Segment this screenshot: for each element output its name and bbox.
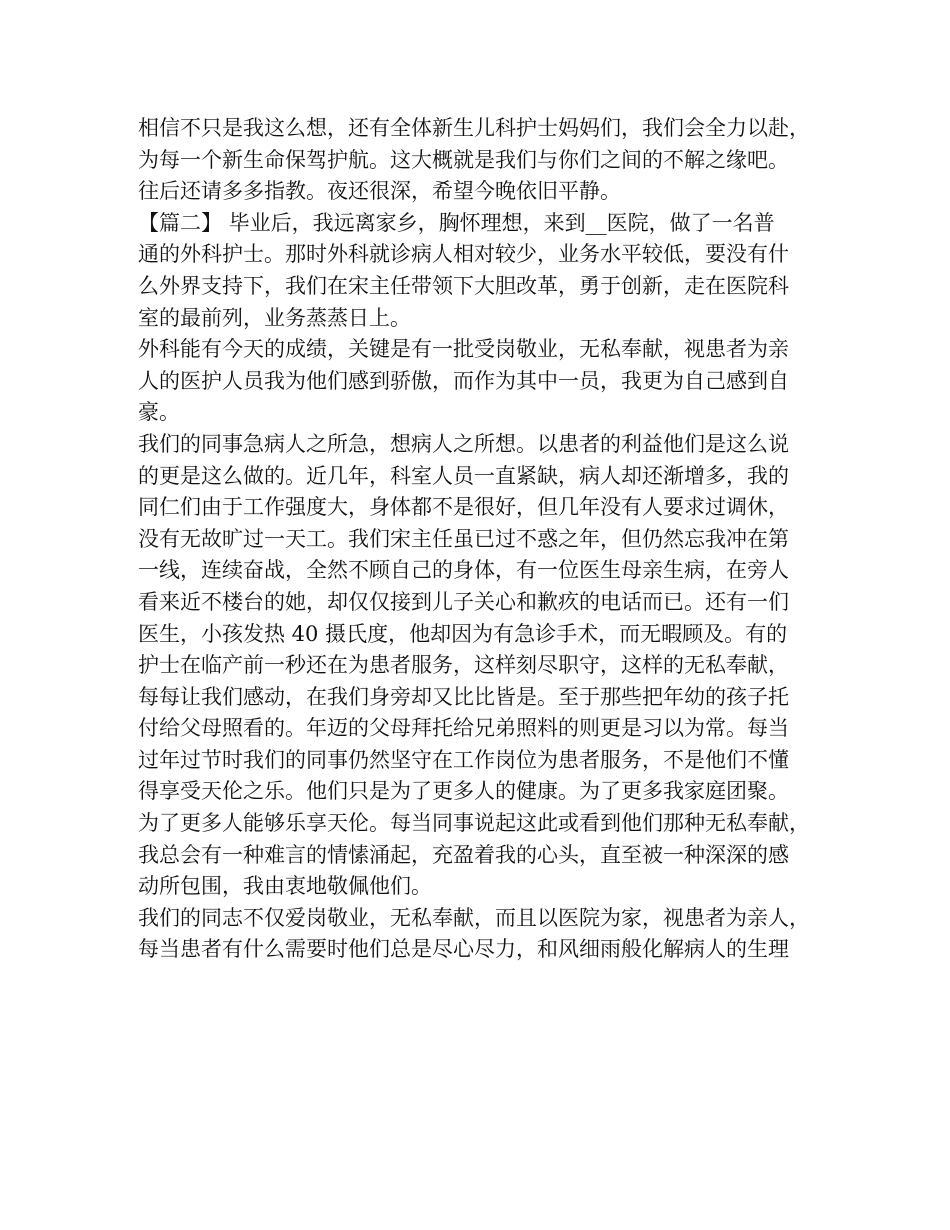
- text-line: 一线，连续奋战，全然不顾自己的身体，有一位医生母亲生病，在旁人: [138, 558, 789, 583]
- text-line: 过年过节时我们的同事仍然坚守在工作岗位为患者服务，不是他们不懂: [138, 747, 789, 772]
- text-line: 人的医护人员我为他们感到骄傲，而作为其中一员，我更为自己感到自: [138, 368, 789, 393]
- document-body: [138, 113, 828, 966]
- text-line: 护士在临产前一秒还在为患者服务，这样刻尽职守，这样的无私奉献，: [138, 653, 789, 678]
- text-line: 的更是这么做的。近几年，科室人员一直紧缺，病人却还渐增多，我的: [138, 463, 789, 488]
- text-line: 为每一个新生命保驾护航。这大概就是我们与你们之间的不解之缘吧。: [138, 147, 789, 172]
- text-line: 么外界支持下，我们在宋主任带领下大胆改革，勇于创新，走在医院科: [138, 273, 789, 298]
- text-line: 付给父母照看的。年迈的父母拜托给兄弟照料的则更是习以为常。每当: [138, 716, 789, 741]
- text-line: 没有无故旷过一天工。我们宋主任虽已过不惑之年，但仍然忘我冲在第: [138, 526, 789, 551]
- text-line: 室的最前列，业务蒸蒸日上。: [138, 305, 411, 330]
- text-line: 每当患者有什么需要时他们总是尽心尽力，和风细雨般化解病人的生理: [138, 937, 789, 962]
- text-line: 外科能有今天的成绩，关键是有一批受岗敬业，无私奉献，视患者为亲: [138, 337, 789, 362]
- text-line: 动所包围，我由衷地敬佩他们。: [138, 874, 432, 899]
- text-line: 同仁们由于工作强度大，身体都不是很好，但几年没有人要求过调休，: [138, 495, 789, 520]
- text-line: 豪。: [138, 400, 180, 425]
- text-line: 得享受天伦之乐。他们只是为了更多人的健康。为了更多我家庭团聚。: [138, 779, 789, 804]
- text-line: 每每让我们感动，在我们身旁却又比比皆是。至于那些把年幼的孩子托: [138, 684, 789, 709]
- text-line: 通的外科护士。那时外科就诊病人相对较少，业务水平较低，要没有什: [138, 242, 789, 267]
- text-line: 相信不只是我这么想，还有全体新生儿科护士妈妈们，我们会全力以赴，: [138, 116, 810, 140]
- text-line: 我总会有一种难言的情愫涌起，充盈着我的心头，直至被一种深深的感: [138, 842, 789, 867]
- text-line: 为了更多人能够乐享天伦。每当同事说起这此或看到他们那种无私奉献，: [138, 811, 810, 836]
- text-line: 医生，小孩发热 40 摄氏度，他却因为有急诊手术，而无暇顾及。有的: [138, 621, 788, 646]
- text-line: 我们的同事急病人之所急，想病人之所想。以患者的利益他们是这么说: [138, 431, 789, 456]
- text-line: 我们的同志不仅爱岗敬业，无私奉献，而且以医院为家，视患者为亲人，: [138, 905, 810, 930]
- text-line: 看来近不楼台的她，却仅仅接到儿子关心和歉疚的电话而已。还有一们: [138, 589, 789, 614]
- text-line: 往后还请多多指教。夜还很深，希望今晚依旧平静。: [138, 179, 621, 204]
- text-line: 【篇二】 毕业后，我远离家乡，胸怀理想，来到__医院，做了一名普: [138, 210, 775, 235]
